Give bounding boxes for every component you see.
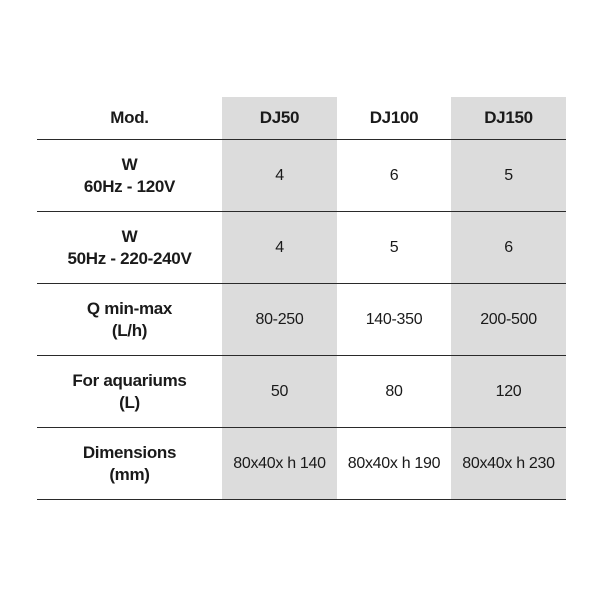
row-label-line: For aquariums — [72, 370, 187, 390]
table-cell: 80x40x h 230 — [451, 428, 566, 500]
table-cell: 80x40x h 140 — [222, 428, 337, 500]
table-cell: 6 — [337, 140, 451, 212]
table-cell: 5 — [337, 212, 451, 284]
header-corner: Mod. — [37, 97, 222, 140]
row-label-line: Dimensions — [82, 442, 177, 462]
row-label-line: W — [121, 226, 138, 246]
table-cell: 50 — [222, 356, 337, 428]
table-row-dimensions — [37, 428, 566, 500]
table-cell: 80 — [337, 356, 451, 428]
row-label-line: 60Hz - 120V — [83, 176, 176, 196]
model-header-dj50: DJ50 — [222, 97, 337, 140]
table-cell: 6 — [451, 212, 566, 284]
row-label-line: Q min-max — [86, 298, 173, 318]
row-label-line: (mm) — [109, 464, 150, 484]
table-row-aquariums — [37, 356, 566, 428]
model-header-dj100: DJ100 — [337, 97, 451, 140]
row-label — [37, 212, 222, 284]
row-label-line: (L/h) — [111, 320, 148, 340]
row-label — [37, 428, 222, 500]
row-label — [37, 356, 222, 428]
table-cell: 4 — [222, 140, 337, 212]
table-cell: 5 — [451, 140, 566, 212]
row-label-line: 50Hz - 220-240V — [67, 248, 192, 268]
table-row-flow — [37, 284, 566, 356]
table-cell: 200-500 — [451, 284, 566, 356]
table-cell: 4 — [222, 212, 337, 284]
row-label — [37, 284, 222, 356]
table-row-power-60hz — [37, 140, 566, 212]
table-cell: 80-250 — [222, 284, 337, 356]
table-cell: 80x40x h 190 — [337, 428, 451, 500]
row-label-line: W — [121, 154, 138, 174]
spec-table — [37, 97, 566, 500]
model-header-dj150: DJ150 — [451, 97, 566, 140]
row-label — [37, 140, 222, 212]
row-label-line: (L) — [119, 392, 140, 412]
table-cell: 140-350 — [337, 284, 451, 356]
table-cell: 120 — [451, 356, 566, 428]
header-row — [37, 97, 566, 140]
table-row-power-50hz — [37, 212, 566, 284]
